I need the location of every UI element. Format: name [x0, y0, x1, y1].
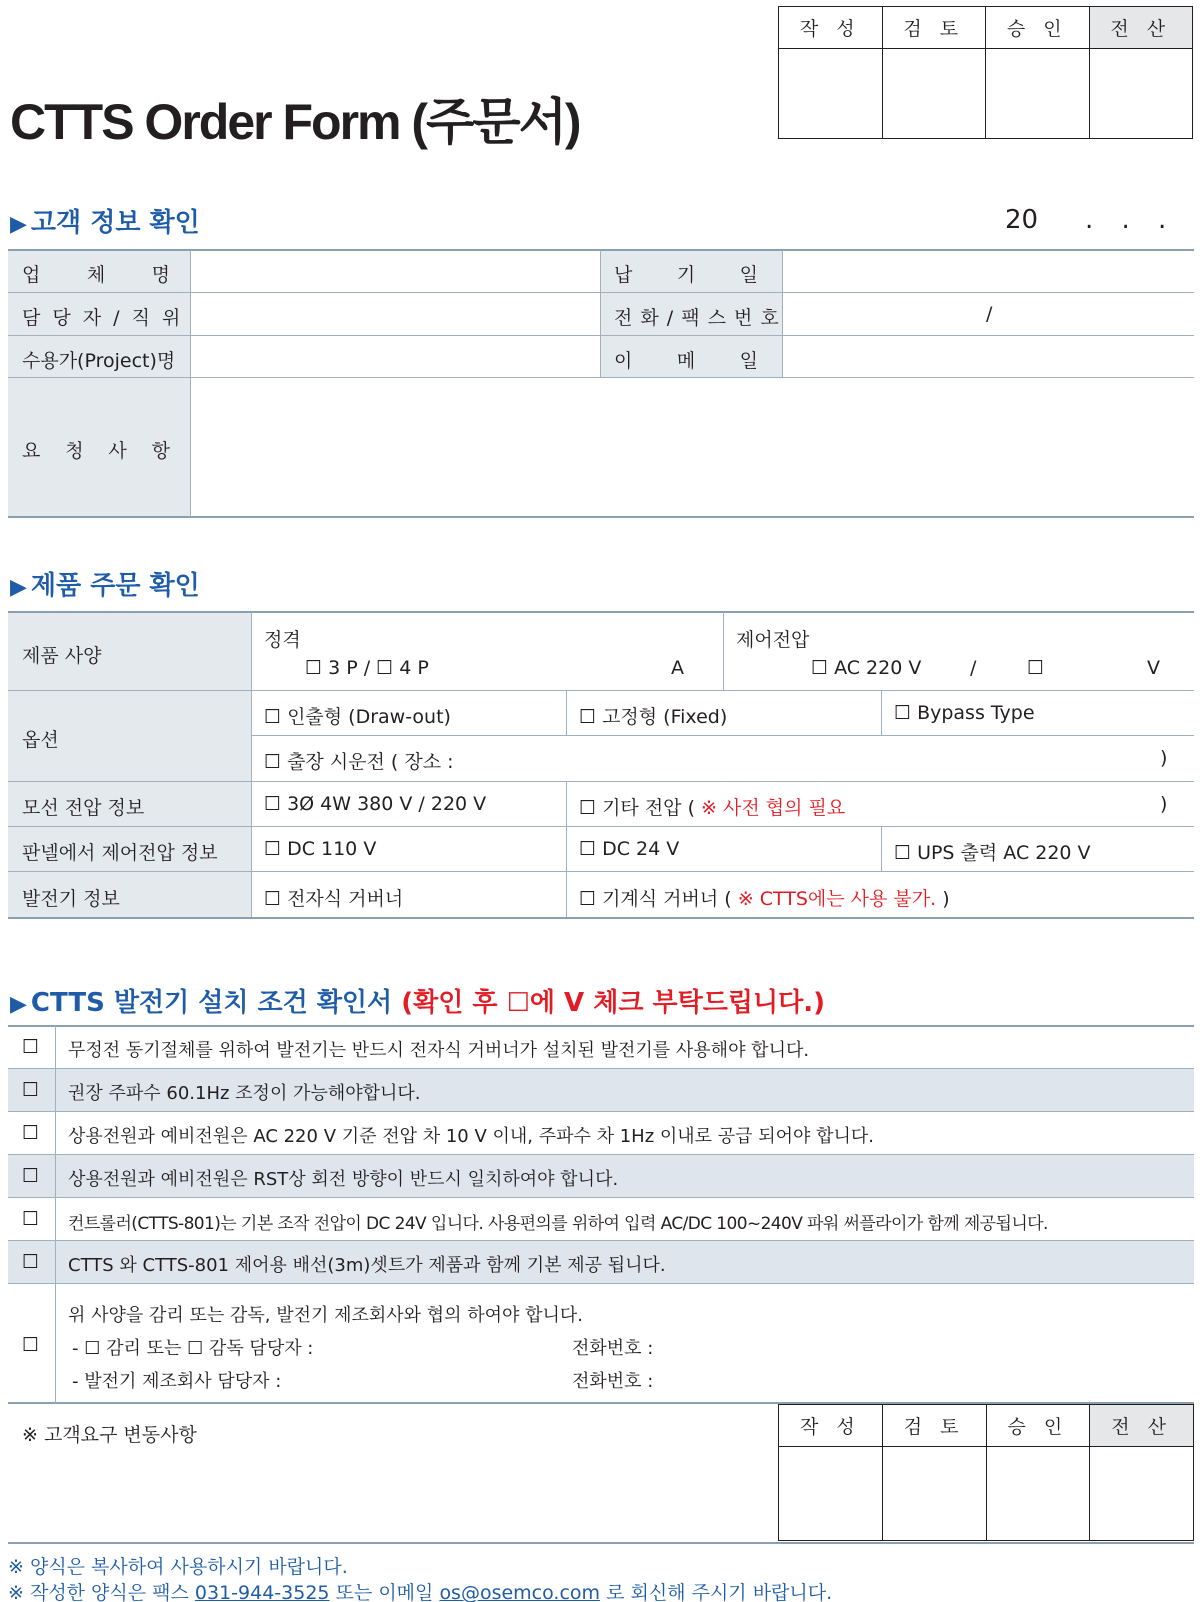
section-customer-title: ▶ 고객 정보 확인: [10, 208, 200, 238]
manufacturer-phone-label: 전화번호 :: [572, 1371, 654, 1392]
install-item-6: CTTS 와 CTTS-801 제어용 배선(3m)셋트가 제품과 함께 기본 제공 됩니다.: [68, 1255, 666, 1276]
supervisor-phone-label: 전화번호 :: [572, 1338, 654, 1359]
control-separator: /: [970, 657, 977, 679]
install-item-3: 상용전원과 예비전원은 AC 220 V 기준 전압 차 10 V 이내, 주파수 차 1Hz 이내로 공급 되어야 합니다.: [68, 1126, 875, 1147]
triangle-icon: ▶: [10, 992, 27, 1017]
rating-options[interactable]: ☐ 3 P / ☐ 4 P: [305, 657, 429, 679]
approval-approve: 승 인: [986, 1405, 1090, 1447]
triangle-icon: ▶: [10, 212, 27, 237]
spec-label: 제품 사양: [22, 645, 102, 667]
approval-review: 검 토: [882, 1405, 986, 1447]
request-label: 요 청 사 항: [22, 440, 170, 462]
install-checkbox-2[interactable]: ☐: [22, 1079, 40, 1101]
approval-writer: 작 성: [779, 7, 883, 49]
control-ac220-option[interactable]: ☐ AC 220 V: [811, 657, 922, 679]
contact-field[interactable]: [191, 294, 599, 335]
approval-computing: 전 산: [1089, 7, 1193, 49]
approval-sign-box[interactable]: [882, 1447, 986, 1541]
approval-writer: 작 성: [779, 1405, 883, 1447]
bus-voltage-label: 모선 전압 정보: [22, 797, 145, 819]
control-other-option[interactable]: ☐: [1027, 657, 1045, 679]
customer-changes-field[interactable]: [8, 1404, 778, 1542]
footer-note-copy: ※ 양식은 복사하여 사용하시기 바랍니다.: [8, 1556, 348, 1578]
phone-fax-label: 전 화 / 팩 스 번 호: [614, 307, 780, 329]
install-checkbox-5[interactable]: ☐: [22, 1208, 40, 1230]
date-year: 20: [1005, 205, 1039, 235]
install-item-2: 권장 주파수 60.1Hz 조정이 가능해야합니다.: [68, 1083, 421, 1104]
date-dots: . . .: [1085, 205, 1177, 235]
approval-sign-box[interactable]: [986, 49, 1090, 139]
email-label: 이 메 일: [614, 350, 758, 372]
control-unit: V: [1147, 657, 1160, 679]
email-field[interactable]: [783, 337, 1193, 377]
approval-table-bottom: [778, 1404, 1194, 1541]
install-checkbox-6[interactable]: ☐: [22, 1251, 40, 1273]
panel-dc24[interactable]: ☐ DC 24 V: [579, 838, 680, 860]
delivery-label: 납 기 일: [614, 264, 758, 286]
project-field[interactable]: [191, 337, 599, 377]
approval-approve: 승 인: [986, 7, 1090, 49]
approval-computing: 전 산: [1090, 1405, 1194, 1447]
contact-label: 담 당 자 / 직 위: [22, 307, 184, 329]
approval-sign-box[interactable]: [779, 49, 883, 139]
install-checkbox-7[interactable]: ☐: [22, 1334, 40, 1356]
approval-sign-box[interactable]: [1090, 1447, 1194, 1541]
generator-electronic[interactable]: ☐ 전자식 거버너: [264, 888, 404, 910]
install-item-7: 위 사양을 감리 또는 감독, 발전기 제조회사와 협의 하여야 합니다.: [68, 1305, 584, 1326]
footer-note-reply: ※ 작성한 양식은 팩스 031-944-3525 또는 이메일 os@osemco.com 로 회신해 주시기 바랍니다.: [8, 1582, 833, 1602]
delivery-field[interactable]: [783, 251, 1193, 292]
option-label: 옵션: [22, 729, 59, 751]
fax-number-link[interactable]: 031-944-3525: [194, 1582, 330, 1602]
option-fixed[interactable]: ☐ 고정형 (Fixed): [579, 706, 728, 728]
generator-label: 발전기 정보: [22, 888, 120, 910]
control-voltage-label: 제어전압: [736, 629, 810, 651]
manufacturer-contact[interactable]: - 발전기 제조회사 담당자 :: [72, 1371, 282, 1392]
page-title: CTTS Order Form (주문서): [10, 94, 580, 150]
rating-unit: A: [671, 657, 684, 679]
rating-label: 정격: [264, 629, 301, 651]
option-bypass[interactable]: ☐ Bypass Type: [894, 702, 1035, 724]
panel-dc110[interactable]: ☐ DC 110 V: [264, 838, 377, 860]
bus-voltage-380[interactable]: ☐ 3Ø 4W 380 V / 220 V: [264, 793, 487, 815]
request-field[interactable]: [191, 379, 1193, 515]
approval-sign-box[interactable]: [779, 1447, 883, 1541]
option-trip-commissioning[interactable]: ☐ 출장 시운전 ( 장소 :: [264, 751, 454, 773]
approval-review: 검 토: [882, 7, 986, 49]
section-install-title: ▶ CTTS 발전기 설치 조건 확인서 (확인 후 ☐에 V 체크 부탁드립니다.): [10, 988, 825, 1018]
option-trip-close: ): [1160, 747, 1168, 769]
triangle-icon: ▶: [10, 575, 27, 600]
install-checkbox-1[interactable]: ☐: [22, 1036, 40, 1058]
bus-voltage-other[interactable]: ☐ 기타 전압 ( ※ 사전 협의 필요: [579, 797, 846, 819]
phone-fax-separator: /: [986, 303, 993, 325]
approval-sign-box[interactable]: [1089, 49, 1193, 139]
customer-changes-label: ※ 고객요구 변동사항: [22, 1424, 197, 1446]
supervisor-contact[interactable]: - ☐ 감리 또는 ☐ 감독 담당자 :: [72, 1338, 314, 1359]
install-item-1: 무정전 동기절체를 위하여 발전기는 반드시 전자식 거버너가 설치된 발전기를 사용해야 합니다.: [68, 1040, 810, 1061]
approval-sign-box[interactable]: [986, 1447, 1090, 1541]
install-checkbox-3[interactable]: ☐: [22, 1122, 40, 1144]
section-product-title: ▶ 제품 주문 확인: [10, 571, 200, 601]
bus-voltage-close: ): [1160, 793, 1168, 815]
panel-voltage-label: 판넬에서 제어전압 정보: [22, 842, 218, 864]
approval-sign-box[interactable]: [882, 49, 986, 139]
company-label: 업 체 명: [22, 264, 170, 286]
project-label: 수용가(Project)명: [22, 350, 176, 372]
option-drawout[interactable]: ☐ 인출형 (Draw-out): [264, 706, 451, 728]
company-field[interactable]: [191, 251, 599, 292]
install-checkbox-4[interactable]: ☐: [22, 1165, 40, 1187]
approval-table-top: [778, 6, 1193, 139]
panel-ups[interactable]: ☐ UPS 출력 AC 220 V: [894, 842, 1091, 864]
install-item-5: 컨트롤러(CTTS-801)는 기본 조작 전압이 DC 24V 입니다. 사용편의를 위하여 입력 AC/DC 100~240V 파워 써플라이가 함께 제공됩니다.: [68, 1214, 1048, 1234]
install-item-4: 상용전원과 예비전원은 RST상 회전 방향이 반드시 일치하여야 합니다.: [68, 1169, 619, 1190]
generator-mechanical[interactable]: ☐ 기계식 거버너 ( ※ CTTS에는 사용 불가. ): [579, 888, 950, 910]
email-link[interactable]: os@osemco.com: [439, 1582, 601, 1602]
